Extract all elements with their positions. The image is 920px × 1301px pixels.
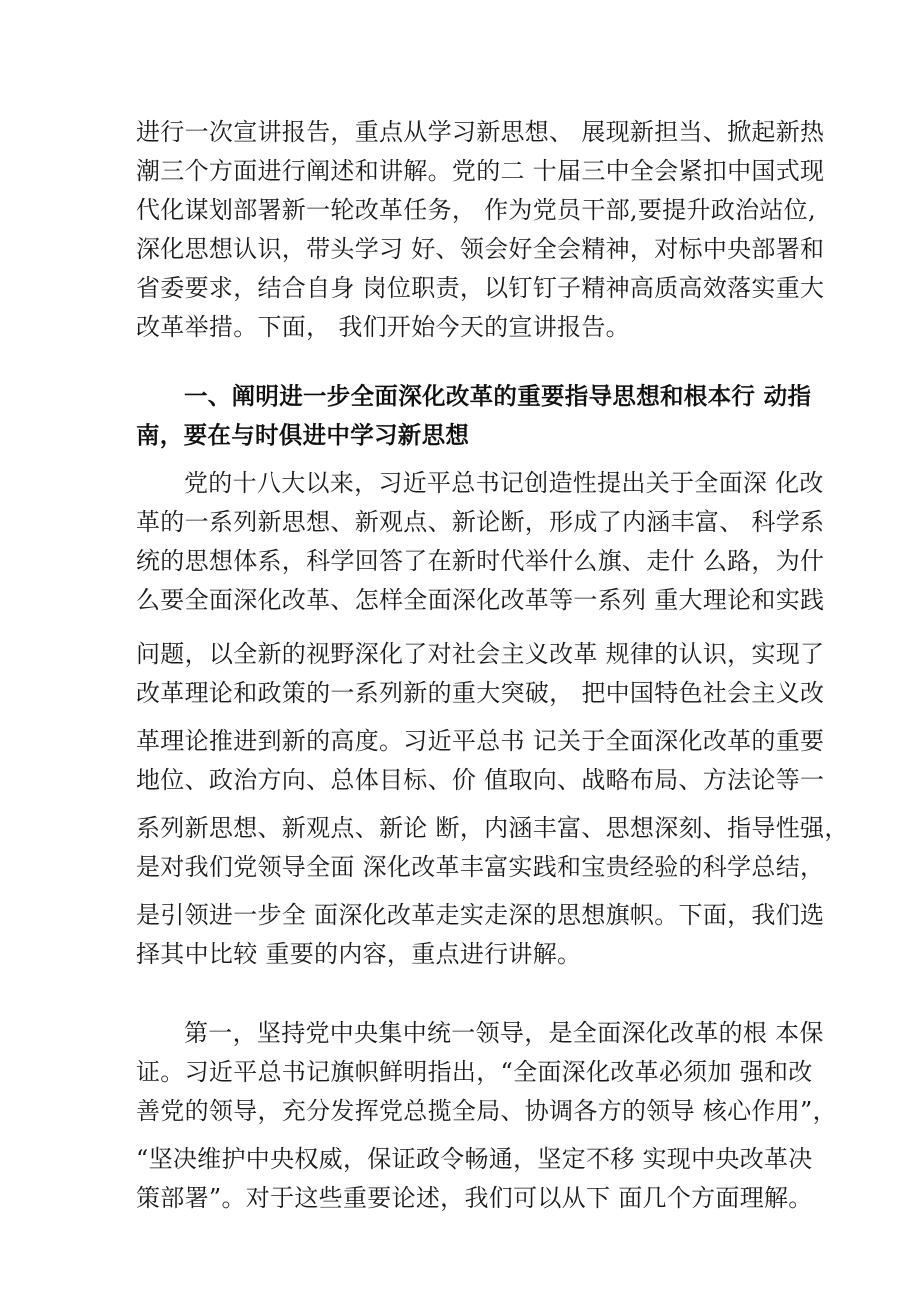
paragraph-1-line-12: 择其中比较 重要的内容，重点进行讲解。 (136, 940, 582, 968)
paragraph-1-line-4: 么要全面深化改革、怎样全面深化改革等一系列 重大理论和实践 (136, 586, 825, 614)
section-heading-line-1: 一、阐明进一步全面深化改革的重要指导思想和根本行 动指 (184, 382, 812, 410)
paragraph-1-line-10: 是对我们党领导全面 深化改革丰富实践和宝贵经验的科学总结， (136, 853, 825, 881)
section-heading-line-2: 南，要在与时俱进中学习新思想 (136, 421, 470, 449)
paragraph-2-line-5: 策部署”。对于这些重要论述，我们可以从下 面几个方面理解。 (136, 1184, 813, 1212)
intro-line-6: 改革举措。下面， 我们开始今天的宣讲报告。 (136, 313, 630, 341)
paragraph-2-line-1: 第一，坚持党中央集中统一领导，是全面深化改革的根 本保 (184, 1019, 824, 1047)
intro-line-2: 潮三个方面进行阐述和讲解。党的二 十届三中全会紧扣中国式现 (136, 157, 825, 185)
paragraph-1-line-1: 党的十八大以来，习近平总书记创造性提出关于全面深 化改 (184, 469, 824, 497)
paragraph-2-line-4: “坚决维护中央权威，保证政令畅通，坚定不移 实现中央改革决 (136, 1145, 813, 1173)
intro-line-4: 深化思想认识，带头学习 好、领会好全会精神，对标中央部署和 (136, 235, 825, 263)
paragraph-1-line-8: 地位、政治方向、总体目标、价 值取向、战略布局、方法论等一 (136, 766, 825, 794)
paragraph-1-line-5: 问题，以全新的视野深化了对社会主义改革 规律的认识，实现了 (136, 640, 825, 668)
paragraph-1-line-3: 统的思想体系，科学回答了在新时代举什么旗、走什 么路，为什 (136, 547, 825, 575)
paragraph-2-line-3: 善党的领导，充分发挥党总揽全局、协调各方的领导 核心作用”， (136, 1097, 837, 1125)
paragraph-1-line-11: 是引领进一步全 面深化改革走实走深的思想旗帜。下面，我们选 (136, 901, 825, 929)
paragraph-1-line-9: 系列新思想、新观点、新论 断，内涵丰富、思想深刻、指导性强， (136, 814, 849, 842)
intro-line-3: 代化谋划部署新一轮改革任务， 作为党员干部,要提升政治站位, (136, 196, 816, 224)
intro-line-5: 省委要求，结合自身 岗位职责，以钉钉子精神高质高效落实重大 (136, 274, 825, 302)
intro-line-1: 进行一次宣讲报告，重点从学习新思想、 展现新担当、掀起新热 (136, 118, 825, 146)
paragraph-1-line-7: 革理论推进到新的高度。习近平总书 记关于全面深化改革的重要 (136, 727, 825, 755)
paragraph-2-line-2: 证。习近平总书记旗帜鲜明指出，“全面深化改革必须加 强和改 (136, 1058, 813, 1086)
paragraph-1-line-2: 革的一系列新思想、新观点、新论断，形成了内涵丰富、 科学系 (136, 508, 825, 536)
paragraph-1-line-6: 改革理论和政策的一系列新的重大突破， 把中国特色社会主义改 (136, 679, 825, 707)
